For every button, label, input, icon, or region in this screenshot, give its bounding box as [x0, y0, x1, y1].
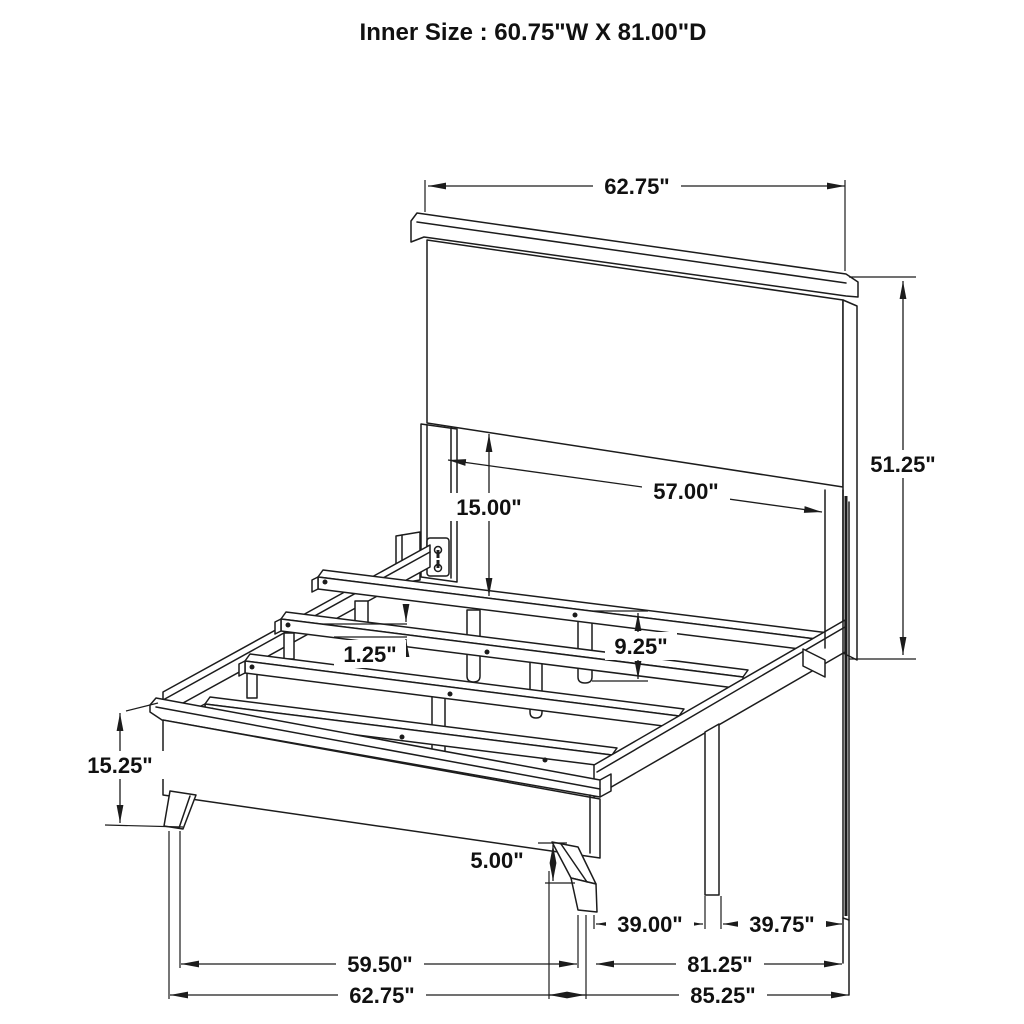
leg-bottom-cap	[843, 918, 849, 920]
dim-label-headboard-height: 51.25"	[870, 452, 936, 477]
dim-label-footboard-height: 15.25"	[87, 753, 153, 778]
dim-label-headboard-width: 62.75"	[604, 174, 670, 199]
support-post-4	[432, 690, 445, 758]
dim-label-overall-depth: 85.25"	[690, 983, 756, 1008]
screw-dot	[485, 650, 490, 655]
screw-dot	[543, 758, 548, 763]
rail-ledge-post-2	[247, 672, 257, 698]
rail-ledge-post-1	[284, 633, 294, 659]
screw-dot	[400, 735, 405, 740]
dim-label-inner-depth: 81.25"	[687, 952, 753, 977]
dim-label-panel-to-slats: 15.00"	[456, 495, 522, 520]
center-rail-leg	[705, 724, 719, 895]
dim-label-slat-thickness: 1.25"	[343, 642, 397, 667]
slat-2-end	[275, 619, 281, 634]
screw-dot	[573, 613, 578, 618]
headboard-right-leg	[825, 490, 849, 995]
dim-label-leg-height: 5.00"	[470, 848, 524, 873]
screw-dot	[286, 623, 291, 628]
slat-1-end	[312, 577, 318, 592]
keyhole-bottom-slot	[437, 560, 440, 568]
dim-label-inner-width: 57.00"	[653, 479, 719, 504]
dim-label-footboard-width: 62.75"	[349, 983, 415, 1008]
dim-label-footboard-inner-width: 59.50"	[347, 952, 413, 977]
screw-dot	[323, 580, 328, 585]
keyhole-top-slot	[437, 550, 440, 558]
dim-label-depth-rear: 39.75"	[749, 912, 815, 937]
screw-dot	[448, 692, 453, 697]
dim-label-support-height: 9.25"	[614, 634, 668, 659]
drawing-title: Inner Size : 60.75"W X 81.00"D	[359, 19, 707, 46]
screw-dot	[250, 665, 255, 670]
dim-label-depth-front: 39.00"	[617, 912, 683, 937]
slat-3-end	[239, 661, 245, 676]
